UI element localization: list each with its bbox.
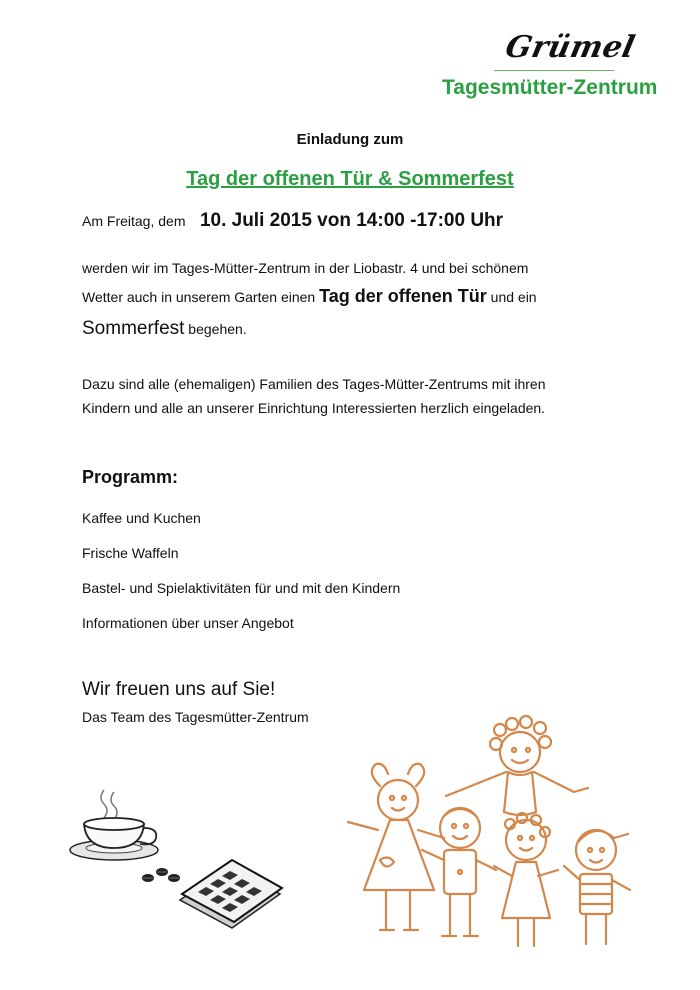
- program-list: [82, 510, 400, 650]
- program-item: Informationen über unser Angebot: [82, 615, 294, 631]
- closing-greeting: Wir freuen uns auf Sie!: [82, 679, 276, 700]
- paragraph-invite: [82, 372, 642, 420]
- paragraph-invite-line1: Dazu sind alle (ehemaligen) Familien des Tages-Mütter-Zentrums mit ihren: [82, 376, 546, 392]
- program-title: Programm:: [82, 467, 179, 487]
- paragraph-invite-line2: Kindern und alle an unserer Einrichtung Interessierten herzlich eingeladen.: [82, 400, 546, 416]
- paragraph-intro-line3: [82, 315, 642, 343]
- invitation-intro: Einladung zum: [296, 131, 404, 148]
- date-row: [82, 210, 503, 232]
- date-main: 10. Juli 2015 von 14:00 -17:00 Uhr: [199, 210, 504, 231]
- paragraph-intro-big: Sommerfest: [82, 318, 185, 339]
- program-item: Kaffee und Kuchen: [82, 510, 201, 526]
- closing-signature: Das Team des Tagesmütter-Zentrum: [82, 709, 309, 725]
- children-drawing-icon: [340, 700, 660, 960]
- paragraph-intro-line2: [82, 282, 642, 311]
- paragraph-intro: [82, 254, 642, 343]
- paragraph-intro-text: Wetter auch in unserem Garten einen: [82, 289, 320, 305]
- logo-script: Grümel: [502, 30, 639, 65]
- paragraph-intro-line1: werden wir im Tages-Mütter-Zentrum in der Liobastr. 4 und bei schönem: [82, 260, 529, 276]
- event-title: Tag der offenen Tür & Sommerfest: [186, 168, 514, 190]
- program-item: Frische Waffeln: [82, 545, 179, 561]
- paragraph-intro-end: begehen.: [184, 321, 247, 337]
- program-item: Bastel- und Spielaktivitäten für und mit den Kindern: [82, 580, 401, 596]
- logo-subtitle: Tagesmütter-Zentrum: [442, 76, 658, 99]
- waffle-icon: [176, 848, 286, 930]
- date-prefix: Am Freitag, dem: [82, 213, 186, 229]
- logo-divider: [494, 70, 614, 71]
- paragraph-intro-bold: Tag der offenen Tür: [319, 286, 487, 306]
- paragraph-intro-text2: und ein: [486, 289, 537, 305]
- coffee-cup-icon: [64, 786, 174, 866]
